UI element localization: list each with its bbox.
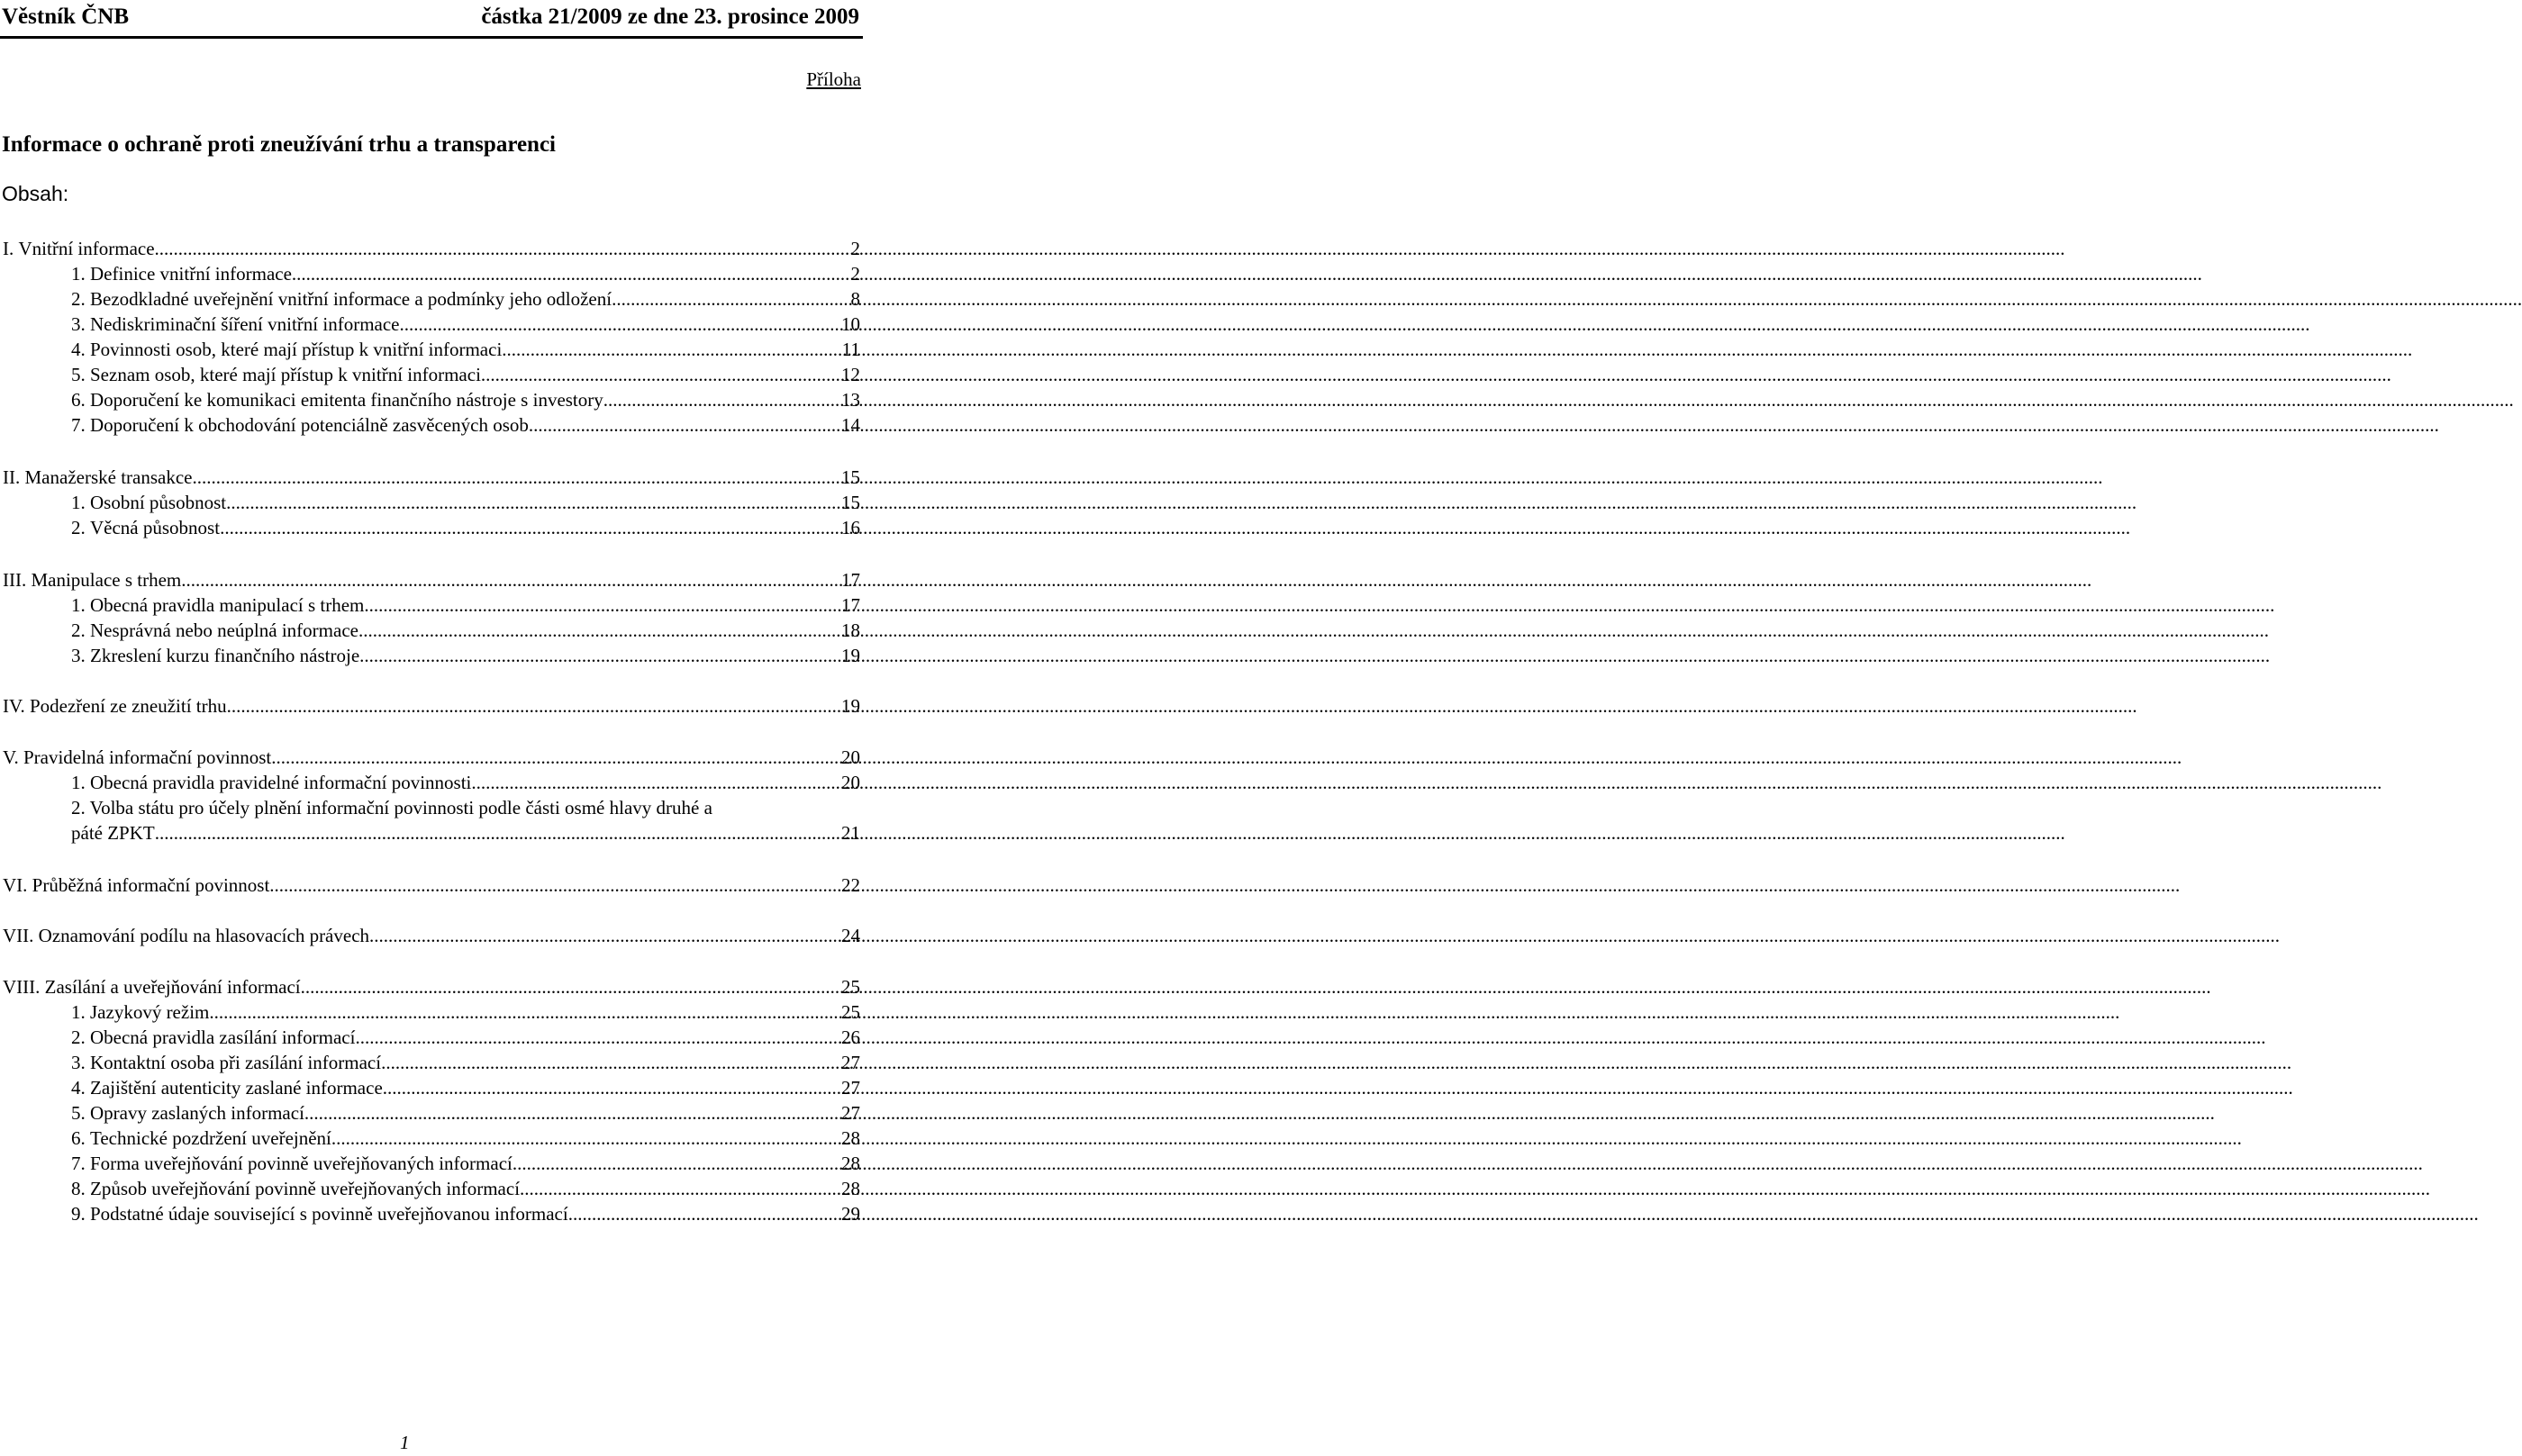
toc-entry-page: 19 xyxy=(841,645,860,666)
toc-leader-dots xyxy=(603,389,840,411)
toc-leader-dots xyxy=(381,1052,840,1073)
toc-entry[interactable] xyxy=(71,517,860,538)
toc-entry-label: Obecná pravidla pravidelné informační povinnosti xyxy=(90,772,472,793)
toc-entry[interactable] xyxy=(71,1153,860,1174)
toc-entry-number: 6. xyxy=(71,389,86,411)
toc-leader-dots xyxy=(481,364,840,385)
page-number: 1 xyxy=(400,1432,410,1453)
toc-entry-label: Forma uveřejňování povinně uveřejňovaných informací xyxy=(90,1153,513,1174)
toc-entry-label: Oznamování podílu na hlasovacích právech xyxy=(38,925,370,946)
toc-entry-label: Nediskriminační šíření vnitřní informace xyxy=(90,313,400,335)
toc-entry-page: 19 xyxy=(841,695,860,717)
toc-entry[interactable] xyxy=(71,1052,860,1073)
toc-entry[interactable] xyxy=(71,288,860,310)
toc-entry-label: Povinnosti osob, které mají přístup k vnitřní informaci xyxy=(90,339,503,360)
toc-entry-number: 5. xyxy=(71,364,86,385)
toc-entry-number: 1. xyxy=(71,492,86,513)
toc-entry-label: Věcná působnost xyxy=(90,517,221,538)
toc-leader-dots xyxy=(292,263,850,285)
toc-entry-number: 4. xyxy=(71,1077,86,1099)
toc-entry-label: Zkreslení kurzu finančního nástroje xyxy=(90,645,360,666)
toc-entry[interactable] xyxy=(71,1077,860,1099)
toc-chapter[interactable] xyxy=(3,569,860,591)
toc-leader-dots xyxy=(471,772,840,793)
toc-entry-label: Způsob uveřejňování povinně uveřejňovaných informací xyxy=(90,1178,521,1199)
toc-entry-number: 1. xyxy=(71,594,86,616)
toc-entry-page: 8 xyxy=(850,288,860,310)
toc-leader-dots xyxy=(520,1178,840,1199)
toc-entry[interactable] xyxy=(71,772,860,793)
toc-entry[interactable] xyxy=(71,1026,860,1048)
toc-entry-page: 18 xyxy=(841,619,860,641)
toc-entry-page: 17 xyxy=(841,569,860,591)
toc-entry-label-continued: páté ZPKT xyxy=(71,822,155,844)
toc-entry-number: I. xyxy=(3,238,14,259)
toc-entry-page: 12 xyxy=(841,364,860,385)
toc-entry-number: 2. xyxy=(71,1026,86,1048)
toc-entry-page: 25 xyxy=(841,1001,860,1023)
toc-leader-dots xyxy=(269,874,840,896)
toc-leader-dots xyxy=(220,517,840,538)
toc-entry-label: Manažerské transakce xyxy=(24,466,193,488)
toc-entry[interactable] xyxy=(71,263,860,285)
toc-entry-label: Volba státu pro účely plnění informační povinnosti podle části osmé hlavy druhé a xyxy=(85,797,712,818)
toc-entry-label: Obecná pravidla manipulací s trhem xyxy=(90,594,365,616)
toc-entry-page: 26 xyxy=(841,1026,860,1048)
toc-entry-label: Zasílání a uveřejňování informací xyxy=(44,976,301,998)
toc-entry-number: 6. xyxy=(71,1127,86,1149)
toc-leader-dots xyxy=(502,339,840,360)
toc-entry[interactable] xyxy=(71,1001,860,1023)
toc-entry-label: Podezření ze zneužití trhu xyxy=(29,695,227,717)
toc-entry-page: 21 xyxy=(841,822,860,844)
toc-entry[interactable] xyxy=(71,339,860,360)
toc-leader-dots xyxy=(612,288,849,310)
toc-entry-page: 11 xyxy=(841,339,860,360)
toc-leader-dots xyxy=(155,822,840,844)
toc-entry[interactable] xyxy=(71,619,860,641)
toc-leader-dots xyxy=(304,1102,840,1124)
toc-entry-number: 1. xyxy=(71,1001,86,1023)
toc-entry-number: 7. xyxy=(71,414,86,436)
toc-entry[interactable] xyxy=(71,1203,860,1225)
toc-entry-label: Definice vnitřní informace xyxy=(90,263,292,285)
toc-entry-number: VI. xyxy=(3,874,28,896)
toc-entry[interactable] xyxy=(71,492,860,513)
toc-leader-dots xyxy=(364,594,840,616)
toc-leader-dots xyxy=(529,414,840,436)
toc-entry-number: III. xyxy=(3,569,27,591)
toc-leader-dots xyxy=(209,1001,840,1023)
toc-chapter[interactable] xyxy=(3,874,860,896)
toc-entry-page: 28 xyxy=(841,1178,860,1199)
toc-entry-page: 15 xyxy=(841,466,860,488)
toc-leader-dots xyxy=(181,569,840,591)
toc-entry[interactable] xyxy=(71,389,860,411)
toc-entry-page: 20 xyxy=(841,772,860,793)
toc-leader-dots xyxy=(358,619,840,641)
toc-chapter[interactable] xyxy=(3,466,860,488)
toc-entry-label: Osobní působnost xyxy=(90,492,227,513)
issue-info: částka 21/2009 ze dne 23. prosince 2009 xyxy=(481,5,859,29)
toc-entry[interactable] xyxy=(71,822,860,844)
toc-entry-number: 7. xyxy=(71,1153,86,1174)
toc-entry-label: Jazykový režim xyxy=(90,1001,210,1023)
toc-entry-label: Nesprávná nebo neúplná informace xyxy=(90,619,358,641)
toc-entry-number: V. xyxy=(3,746,19,768)
toc-entry-page: 14 xyxy=(841,414,860,436)
toc-entry[interactable] xyxy=(71,594,860,616)
toc-entry-label: Seznam osob, které mají přístup k vnitřní informaci xyxy=(90,364,481,385)
toc-entry[interactable] xyxy=(71,1127,860,1149)
toc-entry-label: Opravy zaslaných informací xyxy=(90,1102,304,1124)
toc-entry-line xyxy=(71,797,712,818)
toc-leader-dots xyxy=(155,238,850,259)
toc-entry-label: Obecná pravidla zasílání informací xyxy=(90,1026,356,1048)
toc-entry-page: 25 xyxy=(841,976,860,998)
toc-entry-label: Vnitřní informace xyxy=(18,238,155,259)
toc-entry-label: Zajištění autenticity zaslané informace xyxy=(90,1077,383,1099)
toc-entry-page: 27 xyxy=(841,1102,860,1124)
toc-entry-number: 3. xyxy=(71,313,86,335)
journal-name: Věstník ČNB xyxy=(2,5,129,29)
toc-leader-dots xyxy=(400,313,841,335)
annex-label: Příloha xyxy=(806,68,861,90)
toc-entry-page: 29 xyxy=(841,1203,860,1225)
toc-leader-dots xyxy=(271,746,840,768)
toc-entry-page: 2 xyxy=(850,263,860,285)
toc-entry-label: Podstatné údaje související s povinně uveřejňovanou informací xyxy=(90,1203,568,1225)
toc-chapter[interactable] xyxy=(3,746,860,768)
toc-chapter[interactable] xyxy=(3,238,860,259)
toc-leader-dots xyxy=(192,466,840,488)
toc-entry-page: 28 xyxy=(841,1153,860,1174)
toc-entry[interactable] xyxy=(71,1102,860,1124)
toc-entry-number: 5. xyxy=(71,1102,86,1124)
toc-entry-label: Doporučení k obchodování potenciálně zasvěcených osob xyxy=(90,414,529,436)
toc-entry-number: II. xyxy=(3,466,21,488)
toc-entry-number: 8. xyxy=(71,1178,86,1199)
toc-entry-number: 9. xyxy=(71,1203,86,1225)
toc-leader-dots xyxy=(513,1153,840,1174)
toc-leader-dots xyxy=(226,492,840,513)
toc-entry-page: 15 xyxy=(841,492,860,513)
toc-entry-label: Bezodkladné uveřejnění vnitřní informace a podmínky jeho odložení xyxy=(90,288,612,310)
toc-entry-page: 27 xyxy=(841,1052,860,1073)
toc-entry-number: VII. xyxy=(3,925,34,946)
toc-entry[interactable] xyxy=(71,1178,860,1199)
toc-entry-number: 2. xyxy=(71,517,86,538)
toc-entry-number: 2. xyxy=(71,797,86,818)
toc-entry[interactable] xyxy=(71,364,860,385)
document-title: Informace o ochraně proti zneužívání trhu a transparenci xyxy=(2,132,557,157)
toc-chapter[interactable] xyxy=(3,976,860,998)
toc-entry-page: 24 xyxy=(841,925,860,946)
toc-entry-page: 2 xyxy=(850,238,860,259)
toc-entry-number: IV. xyxy=(3,695,25,717)
toc-leader-dots xyxy=(568,1203,840,1225)
toc-entry-number: 4. xyxy=(71,339,86,360)
toc-entry-number: 1. xyxy=(71,263,86,285)
contents-label: Obsah: xyxy=(2,182,69,205)
toc-entry-page: 16 xyxy=(841,517,860,538)
toc-leader-dots xyxy=(331,1127,840,1149)
toc-entry-number: 3. xyxy=(71,645,86,666)
toc-entry-page: 13 xyxy=(841,389,860,411)
toc-entry-label: Kontaktní osoba při zasílání informací xyxy=(90,1052,382,1073)
toc-entry-label: Doporučení ke komunikaci emitenta finančního nástroje s investory xyxy=(90,389,603,411)
toc-entry[interactable] xyxy=(71,645,860,666)
toc-entry-page: 17 xyxy=(841,594,860,616)
toc-entry-page: 27 xyxy=(841,1077,860,1099)
toc-entry-number: 1. xyxy=(71,772,86,793)
toc-entry-number: VIII. xyxy=(3,976,41,998)
toc-leader-dots xyxy=(359,645,840,666)
toc-entry-page: 10 xyxy=(841,313,860,335)
table-of-contents xyxy=(0,0,865,1456)
toc-chapter[interactable] xyxy=(3,925,860,946)
toc-leader-dots xyxy=(355,1026,840,1048)
toc-entry-page: 28 xyxy=(841,1127,860,1149)
toc-leader-dots xyxy=(369,925,840,946)
toc-entry-label: Pravidelná informační povinnost xyxy=(23,746,272,768)
toc-entry-page: 20 xyxy=(841,746,860,768)
toc-entry-number: 2. xyxy=(71,288,86,310)
toc-entry-page: 22 xyxy=(841,874,860,896)
toc-entry-label: Manipulace s trhem xyxy=(31,569,182,591)
toc-entry-number: 2. xyxy=(71,619,86,641)
toc-entry-number: 3. xyxy=(71,1052,86,1073)
toc-entry[interactable] xyxy=(71,313,860,335)
toc-chapter[interactable] xyxy=(3,695,860,717)
toc-leader-dots xyxy=(301,976,840,998)
toc-entry-label: Technické pozdržení uveřejnění xyxy=(90,1127,331,1149)
toc-entry[interactable] xyxy=(71,414,860,436)
toc-entry-label: Průběžná informační povinnost xyxy=(32,874,270,896)
toc-leader-dots xyxy=(227,695,840,717)
toc-leader-dots xyxy=(383,1077,840,1099)
